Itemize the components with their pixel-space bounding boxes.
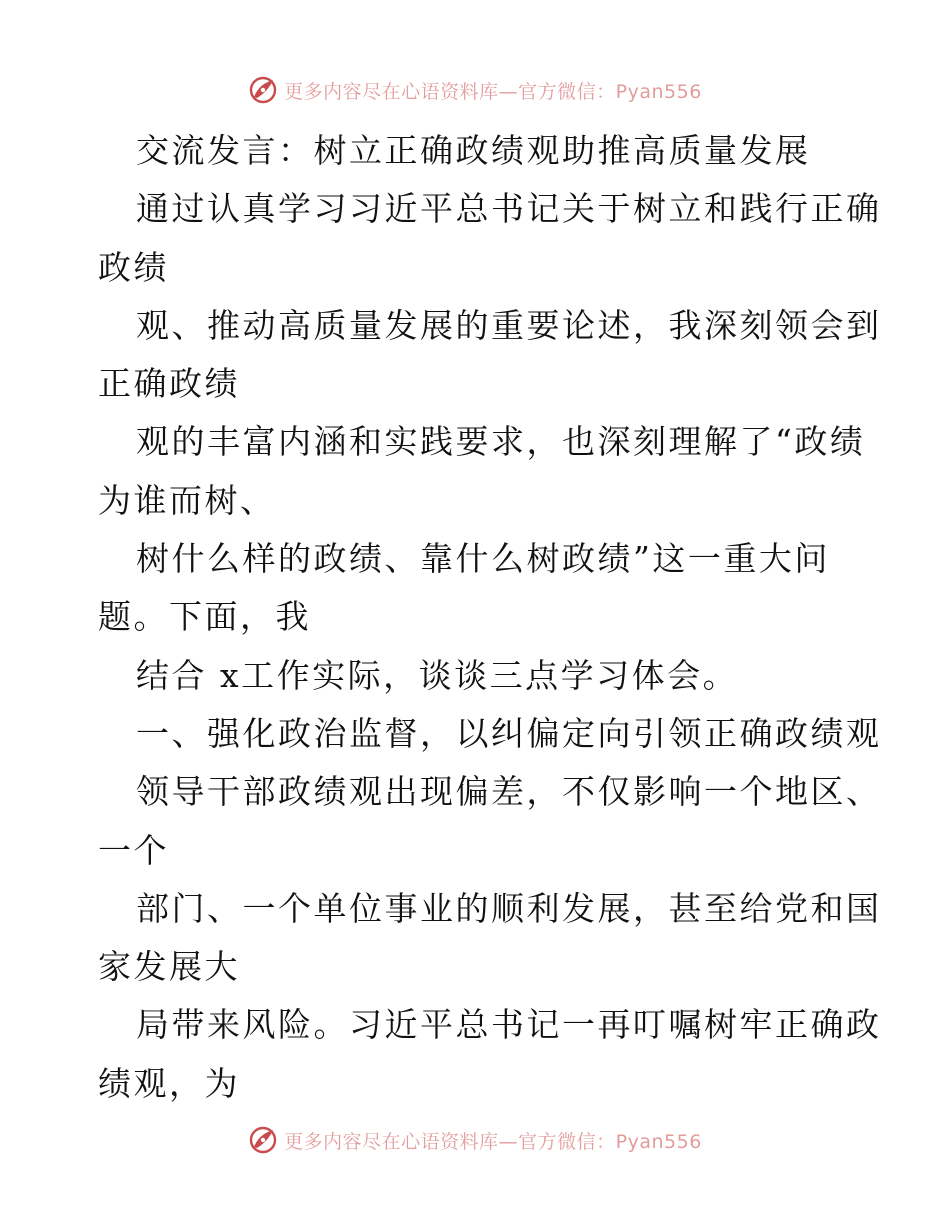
- text-line: 为谁而树、: [98, 480, 276, 520]
- watermark-text: 更多内容尽在心语资料库—官方微信：Pyan556: [284, 80, 702, 103]
- document-body: [98, 122, 882, 1113]
- text-line: 结合 x工作实际，谈谈三点学习体会。: [136, 655, 739, 695]
- footer-watermark: [0, 1120, 950, 1160]
- pen-nib-icon: [248, 75, 278, 105]
- text-line: 政绩: [98, 247, 169, 287]
- text-line: 一个: [98, 830, 169, 870]
- text-line: 树什么样的政绩、靠什么树政绩”这一重大问: [136, 539, 830, 579]
- text-line: 一、强化政治监督，以纠偏定向引领正确政绩观: [136, 713, 882, 753]
- pen-nib-icon: [248, 1125, 278, 1155]
- text-line: 部门、一个单位事业的顺利发展，甚至给党和国: [136, 888, 882, 928]
- text-line: 正确政绩: [98, 364, 240, 404]
- text-line: 局带来风险。习近平总书记一再叮嘱树牢正确政: [136, 1005, 882, 1045]
- text-line: 观、推动高质量发展的重要论述，我深刻领会到: [136, 305, 882, 345]
- text-line: 交流发言：树立正确政绩观助推高质量发展: [136, 131, 811, 170]
- header-watermark: [0, 70, 950, 110]
- text-line: 家发展大: [98, 947, 240, 987]
- watermark-text: 更多内容尽在心语资料库—官方微信：Pyan556: [284, 1130, 702, 1153]
- text-line: 通过认真学习习近平总书记关于树立和践行正确: [136, 189, 882, 229]
- text-line: 领导干部政绩观出现偏差，不仅影响一个地区、: [136, 772, 882, 812]
- text-line: 题。下面，我: [98, 597, 311, 637]
- text-line: 观的丰富内涵和实践要求，也深刻理解了“政绩: [136, 422, 866, 462]
- text-line: 绩观，为: [98, 1063, 240, 1103]
